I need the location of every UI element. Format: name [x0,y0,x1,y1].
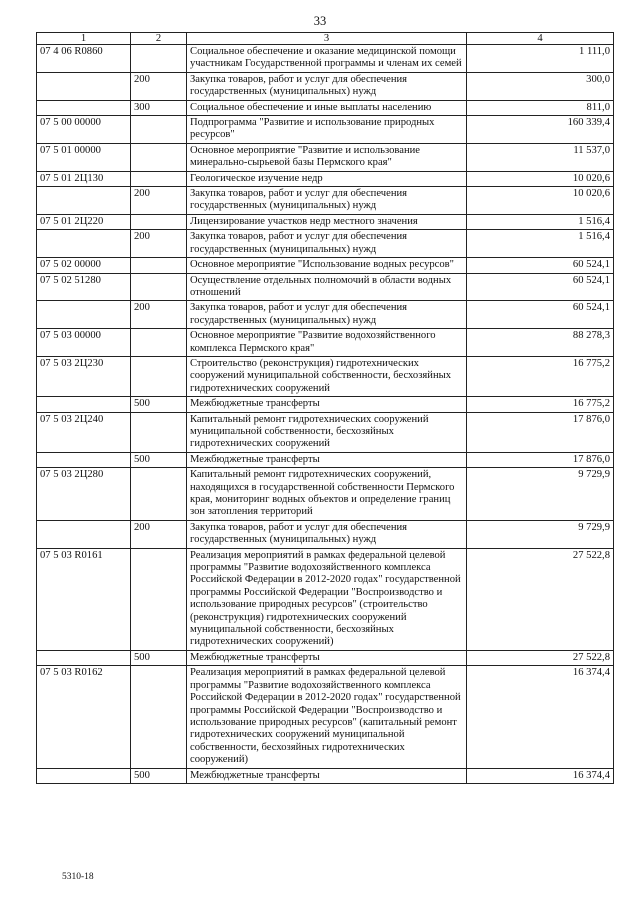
amount-cell: 60 524,1 [467,301,614,329]
name-cell: Лицензирование участков недр местного значения [187,214,467,229]
name-cell: Основное мероприятие "Развитие водохозяйственного комплекса Пермского края" [187,329,467,357]
name-cell: Межбюджетные трансферты [187,397,467,412]
name-cell: Социальное обеспечение и оказание медицинской помощи участникам Государственной программы и членам их семей [187,45,467,73]
table-row [37,666,614,768]
table-row [37,116,614,144]
table-row [37,768,614,783]
expense-type-cell: 500 [131,650,187,665]
expense-type-cell [131,116,187,144]
code-cell [37,72,131,100]
code-cell [37,100,131,115]
code-cell [37,230,131,258]
table-row [37,397,614,412]
expense-type-cell: 500 [131,768,187,783]
expense-type-cell [131,356,187,396]
expense-type-cell: 500 [131,397,187,412]
name-cell: Межбюджетные трансферты [187,452,467,467]
name-cell: Закупка товаров, работ и услуг для обеспечения государственных (муниципальных) нужд [187,301,467,329]
code-cell: 07 5 02 00000 [37,258,131,273]
amount-cell: 1 111,0 [467,45,614,73]
code-cell: 07 5 03 R0161 [37,548,131,650]
table-row [37,452,614,467]
amount-cell: 10 020,6 [467,171,614,186]
code-cell [37,650,131,665]
code-cell: 07 5 01 2Ц130 [37,171,131,186]
amount-cell: 17 876,0 [467,412,614,452]
table-row [37,468,614,521]
expense-type-cell: 200 [131,520,187,548]
expense-type-cell [131,171,187,186]
amount-cell: 10 020,6 [467,187,614,215]
name-cell: Капитальный ремонт гидротехнических сооружений, находящихся в государственной собственности Пермского края, мониторинг водных объектов и определение границ зон затопления территорий [187,468,467,521]
expense-type-cell [131,273,187,301]
amount-cell: 16 374,4 [467,666,614,768]
code-cell: 07 5 03 R0162 [37,666,131,768]
code-cell: 07 5 01 2Ц220 [37,214,131,229]
expense-type-cell: 500 [131,452,187,467]
amount-cell: 16 775,2 [467,397,614,412]
amount-cell: 88 278,3 [467,329,614,357]
code-cell [37,187,131,215]
budget-table [36,32,614,784]
amount-cell: 17 876,0 [467,452,614,467]
table-row [37,520,614,548]
name-cell: Закупка товаров, работ и услуг для обеспечения государственных (муниципальных) нужд [187,187,467,215]
amount-cell: 60 524,1 [467,258,614,273]
amount-cell: 16 374,4 [467,768,614,783]
table-row [37,650,614,665]
table-row [37,329,614,357]
table-row [37,100,614,115]
name-cell: Подпрограмма "Развитие и использование природных ресурсов" [187,116,467,144]
amount-cell: 811,0 [467,100,614,115]
name-cell: Основное мероприятие "Использование водных ресурсов" [187,258,467,273]
amount-cell: 60 524,1 [467,273,614,301]
code-cell [37,452,131,467]
table-row [37,301,614,329]
table-row [37,258,614,273]
expense-type-cell [131,214,187,229]
amount-cell: 160 339,4 [467,116,614,144]
code-cell: 07 5 01 00000 [37,143,131,171]
name-cell: Социальное обеспечение и иные выплаты населению [187,100,467,115]
expense-type-cell [131,143,187,171]
table-row [37,72,614,100]
code-cell: 07 5 00 00000 [37,116,131,144]
table-body [37,45,614,784]
name-cell: Межбюджетные трансферты [187,650,467,665]
table-row [37,356,614,396]
column-header-1: 1 [37,33,131,45]
amount-cell: 27 522,8 [467,650,614,665]
table-row [37,187,614,215]
code-cell: 07 5 03 2Ц240 [37,412,131,452]
amount-cell: 1 516,4 [467,214,614,229]
name-cell: Закупка товаров, работ и услуг для обеспечения государственных (муниципальных) нужд [187,230,467,258]
table-header-row [37,33,614,45]
name-cell: Осуществление отдельных полномочий в области водных отношений [187,273,467,301]
page-number: 33 [313,14,327,28]
amount-cell: 9 729,9 [467,468,614,521]
table-row [37,45,614,73]
code-cell: 07 5 03 00000 [37,329,131,357]
table-row [37,548,614,650]
name-cell: Строительство (реконструкция) гидротехнических сооружений муниципальной собственности, бесхозяйных гидротехнических сооружений [187,356,467,396]
code-cell [37,768,131,783]
code-cell: 07 4 06 R0860 [37,45,131,73]
code-cell [37,397,131,412]
amount-cell: 16 775,2 [467,356,614,396]
expense-type-cell: 200 [131,230,187,258]
expense-type-cell [131,412,187,452]
table-row [37,273,614,301]
expense-type-cell: 300 [131,100,187,115]
amount-cell: 27 522,8 [467,548,614,650]
document-code: 5310-18 [62,872,94,882]
name-cell: Реализация мероприятий в рамках федеральной целевой программы "Развитие водохозяйственного комплекса Российской Федерации в 2012-2020 годах" государственной программы Российской Федерации "Воспроизводство и использование природных ресурсов" (капитальный ремонт гидротехнических сооружений муниципальной собственности, бесхозяйных гидротехнических сооружений) [187,666,467,768]
amount-cell: 9 729,9 [467,520,614,548]
name-cell: Закупка товаров, работ и услуг для обеспечения государственных (муниципальных) нужд [187,72,467,100]
expense-type-cell: 200 [131,187,187,215]
expense-type-cell [131,45,187,73]
expense-type-cell: 200 [131,72,187,100]
name-cell: Реализация мероприятий в рамках федеральной целевой программы "Развитие водохозяйственного комплекса Российской Федерации в 2012-2020 годах" государственной программы Российской Федерации "Воспроизводство и использование природных ресурсов" (строительство (реконструкция) гидротехнических сооружений муниципальной собственности, бесхозяйных гидротехнических сооружений) [187,548,467,650]
expense-type-cell [131,258,187,273]
name-cell: Межбюджетные трансферты [187,768,467,783]
name-cell: Геологическое изучение недр [187,171,467,186]
table-row [37,230,614,258]
expense-type-cell [131,468,187,521]
expense-type-cell: 200 [131,301,187,329]
column-header-2: 2 [131,33,187,45]
code-cell: 07 5 03 2Ц280 [37,468,131,521]
code-cell [37,520,131,548]
amount-cell: 11 537,0 [467,143,614,171]
table-row [37,214,614,229]
code-cell: 07 5 02 51280 [37,273,131,301]
expense-type-cell [131,329,187,357]
name-cell: Закупка товаров, работ и услуг для обеспечения государственных (муниципальных) нужд [187,520,467,548]
code-cell: 07 5 03 2Ц230 [37,356,131,396]
expense-type-cell [131,666,187,768]
column-header-4: 4 [467,33,614,45]
table-row [37,171,614,186]
table-row [37,412,614,452]
amount-cell: 1 516,4 [467,230,614,258]
name-cell: Основное мероприятие "Развитие и использование минерально-сырьевой базы Пермского края" [187,143,467,171]
expense-type-cell [131,548,187,650]
column-header-3: 3 [187,33,467,45]
amount-cell: 300,0 [467,72,614,100]
name-cell: Капитальный ремонт гидротехнических сооружений муниципальной собственности, бесхозяйных гидротехнических сооружений [187,412,467,452]
table-row [37,143,614,171]
code-cell [37,301,131,329]
